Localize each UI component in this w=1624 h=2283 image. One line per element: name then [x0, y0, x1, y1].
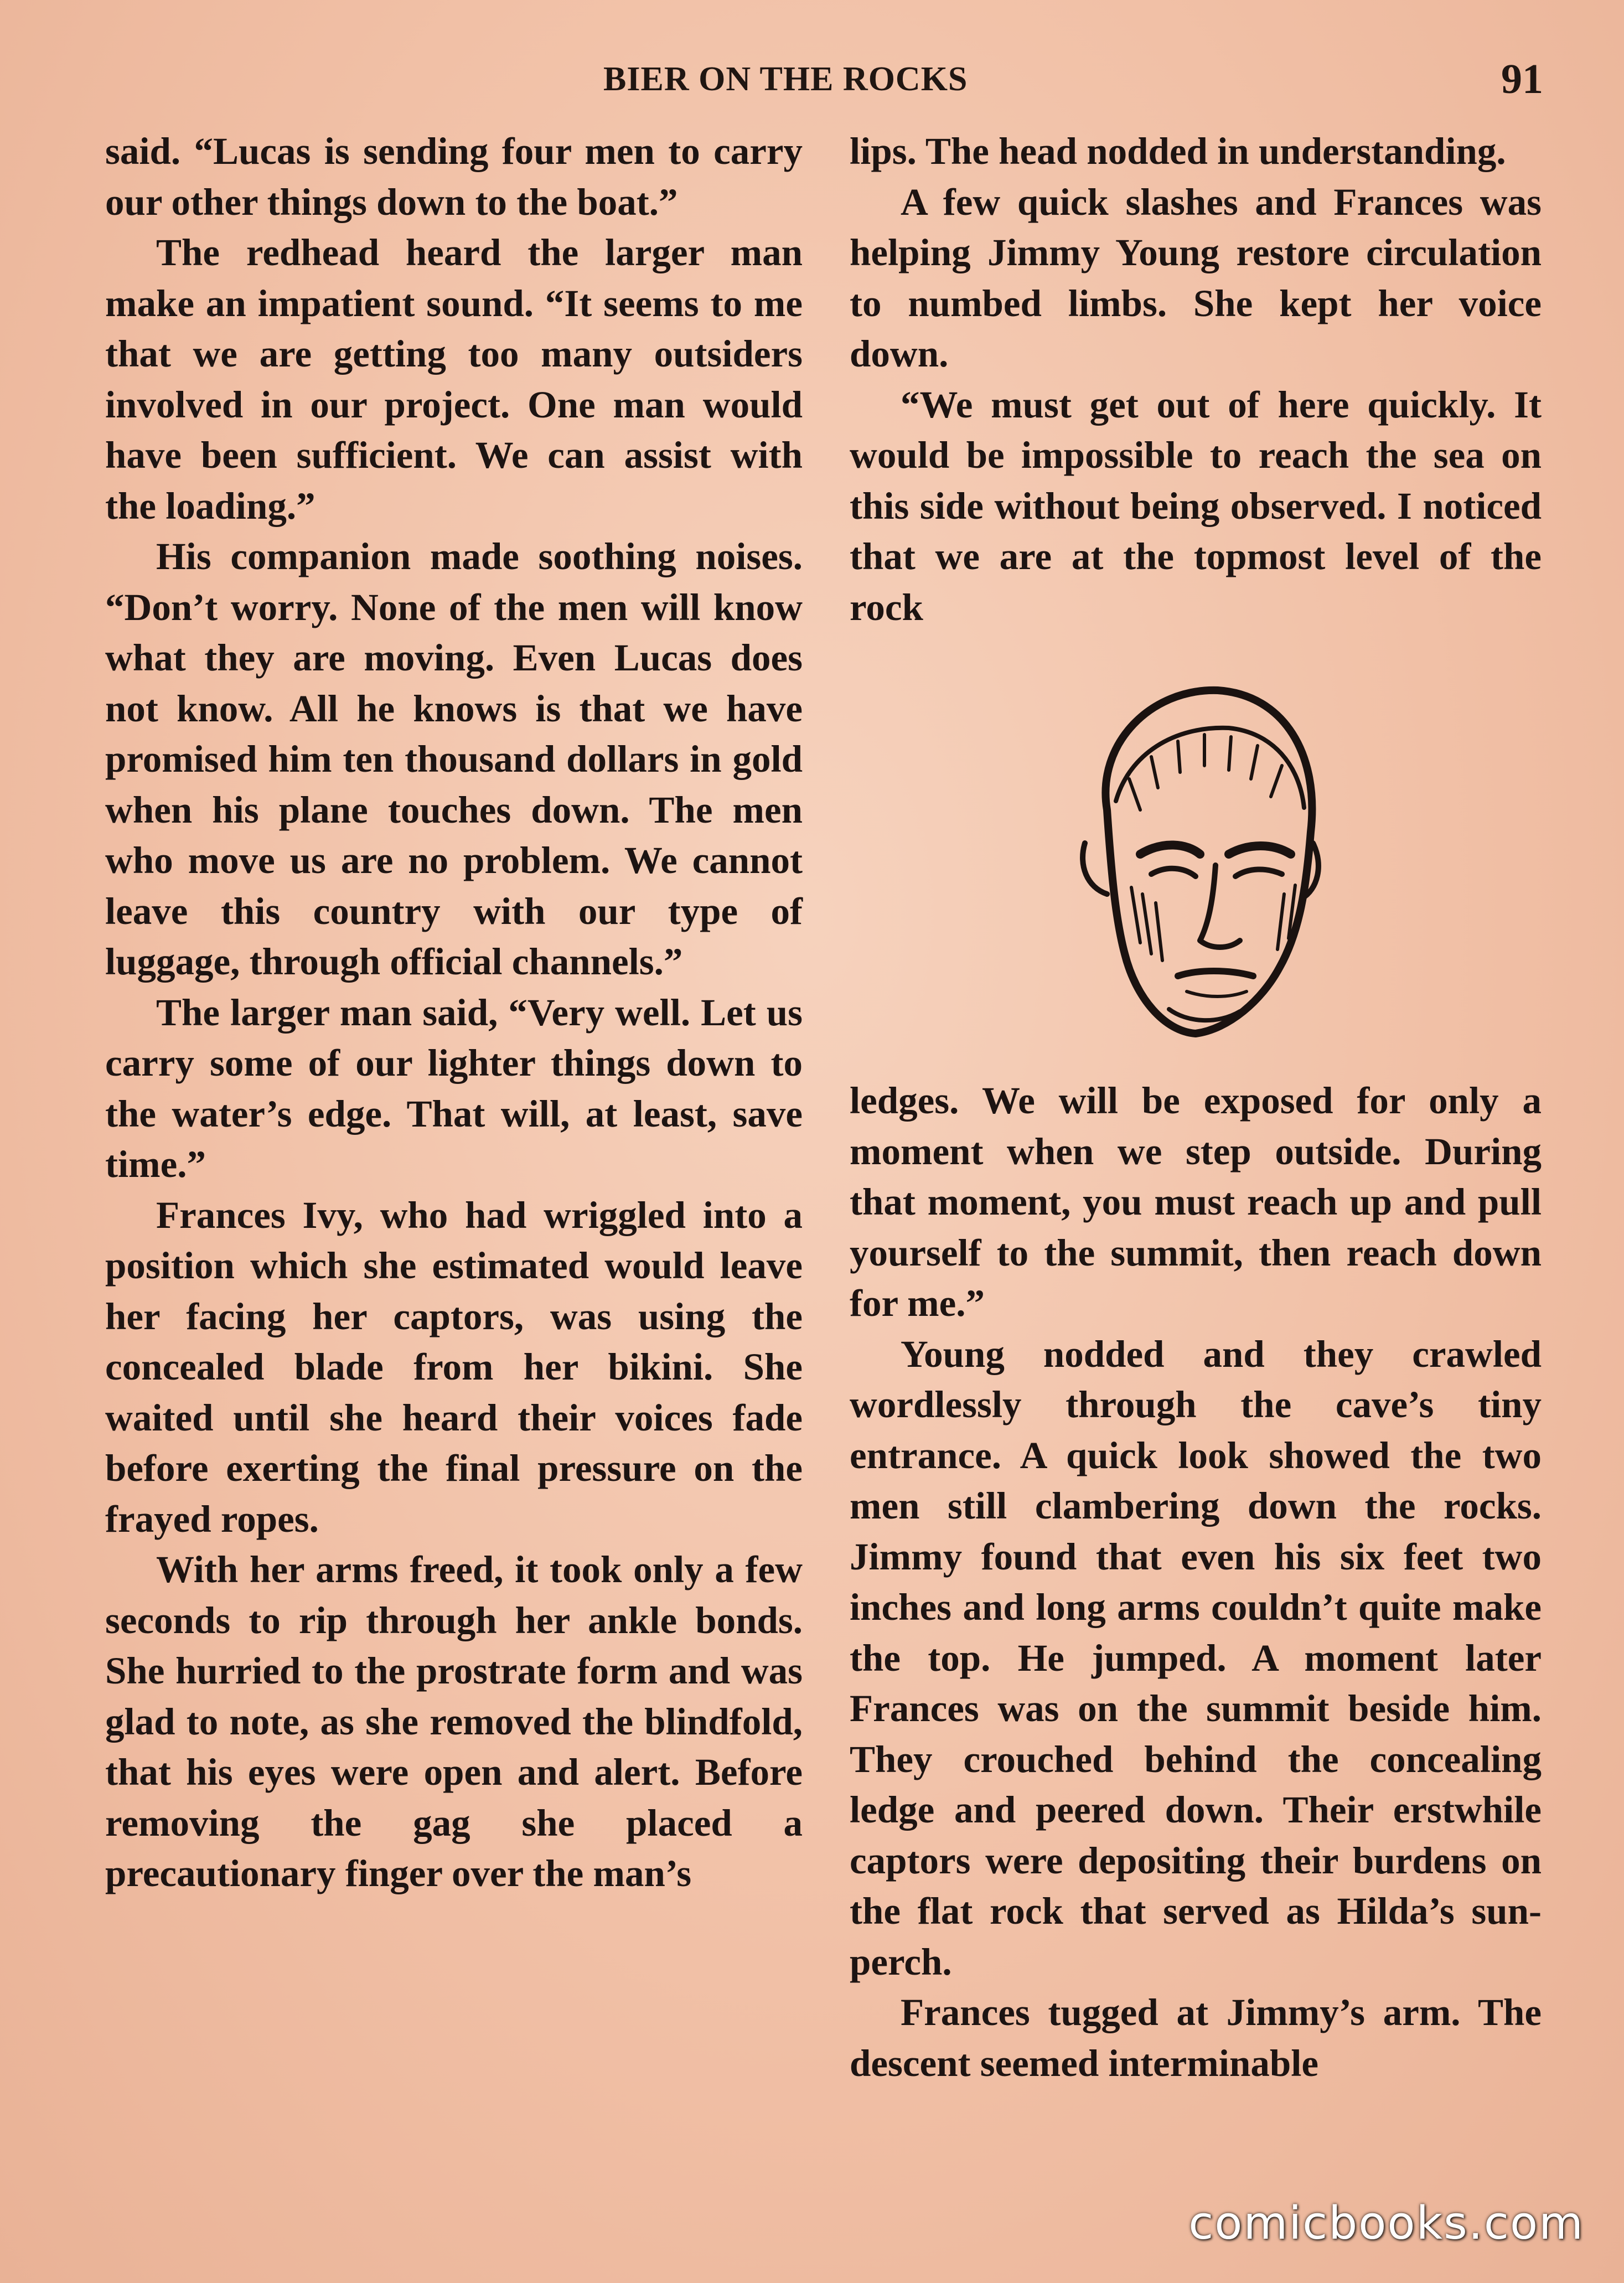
- running-title: BIER ON THE ROCKS: [603, 60, 968, 98]
- paragraph: The larger man said, “Very well. Let us carry some of our lighter things down to the water’s edge. That will, at least, save time.”: [105, 991, 803, 1185]
- paragraph: said. “Lucas is sending four men to carry our other things down to the boat.”: [105, 130, 803, 223]
- page-number: 91: [1501, 56, 1543, 102]
- paragraph: The redhead heard the larger man make an impatient sound. “It seems to me that we are getting too many outsiders involved in our project. One man would have been sufficient. We can assist with the loading.”: [105, 231, 803, 527]
- paragraph: Frances tugged at Jimmy’s arm. The descent seemed interminable: [850, 1991, 1542, 2084]
- paragraph: Young nodded and they crawled wordlessly through the cave’s tiny entrance. A quick look showed the two men still clambering down the rocks. Jimmy found that even his six feet two inches and long arms couldn’t quite make the top. He jumped. A moment later Frances was on the summit beside him. They crouched behind the concealing ledge and peered down. Their erstwhile captors were depositing their burdens on the flat rock that served as Hilda’s sun-perch.: [850, 1332, 1542, 1983]
- paragraph: lips. The head nodded in understanding.: [850, 130, 1506, 172]
- right-column: [850, 126, 1542, 2089]
- paragraph: A few quick slashes and Frances was helping Jimmy Young restore circulation to numbed limbs. She kept her voice down.: [850, 180, 1542, 375]
- paragraph: His companion made soothing noises. “Don’t worry. None of the men will know what they are moving. Even Lucas does not know. All he knows is that we have promised him ten thousand dollars in gold when his plane touches down. The men who move us are no problem. We cannot leave this country with our type of luggage, through official channels.”: [105, 535, 803, 983]
- portrait-sketch-icon: [1063, 677, 1328, 1042]
- site-watermark: comicbooks.com: [1188, 2197, 1584, 2250]
- paragraph: “We must get out of here quickly. It would be impossible to reach the sea on this side without being observed. I noticed that we are at the topmost level of the rock: [850, 383, 1542, 628]
- paragraph: With her arms freed, it took only a few seconds to rip through her ankle bonds. She hurried to the prostrate form and was glad to note, as she removed the blindfold, that his eyes were open and alert. Before removing the gag she placed a precautionary finger over the man’s: [105, 1548, 803, 1894]
- left-column: [105, 126, 803, 1899]
- paragraph: Frances Ivy, who had wriggled into a position which she estimated would leave her facing her captors, was using the concealed blade from her bikini. She waited until she heard their voices fade before exerting the final pressure on the frayed ropes.: [105, 1194, 803, 1540]
- paragraph: ledges. We will be exposed for only a moment when we step outside. During that moment, you must reach up and pull yourself to the summit, then reach down for me.”: [850, 1079, 1542, 1324]
